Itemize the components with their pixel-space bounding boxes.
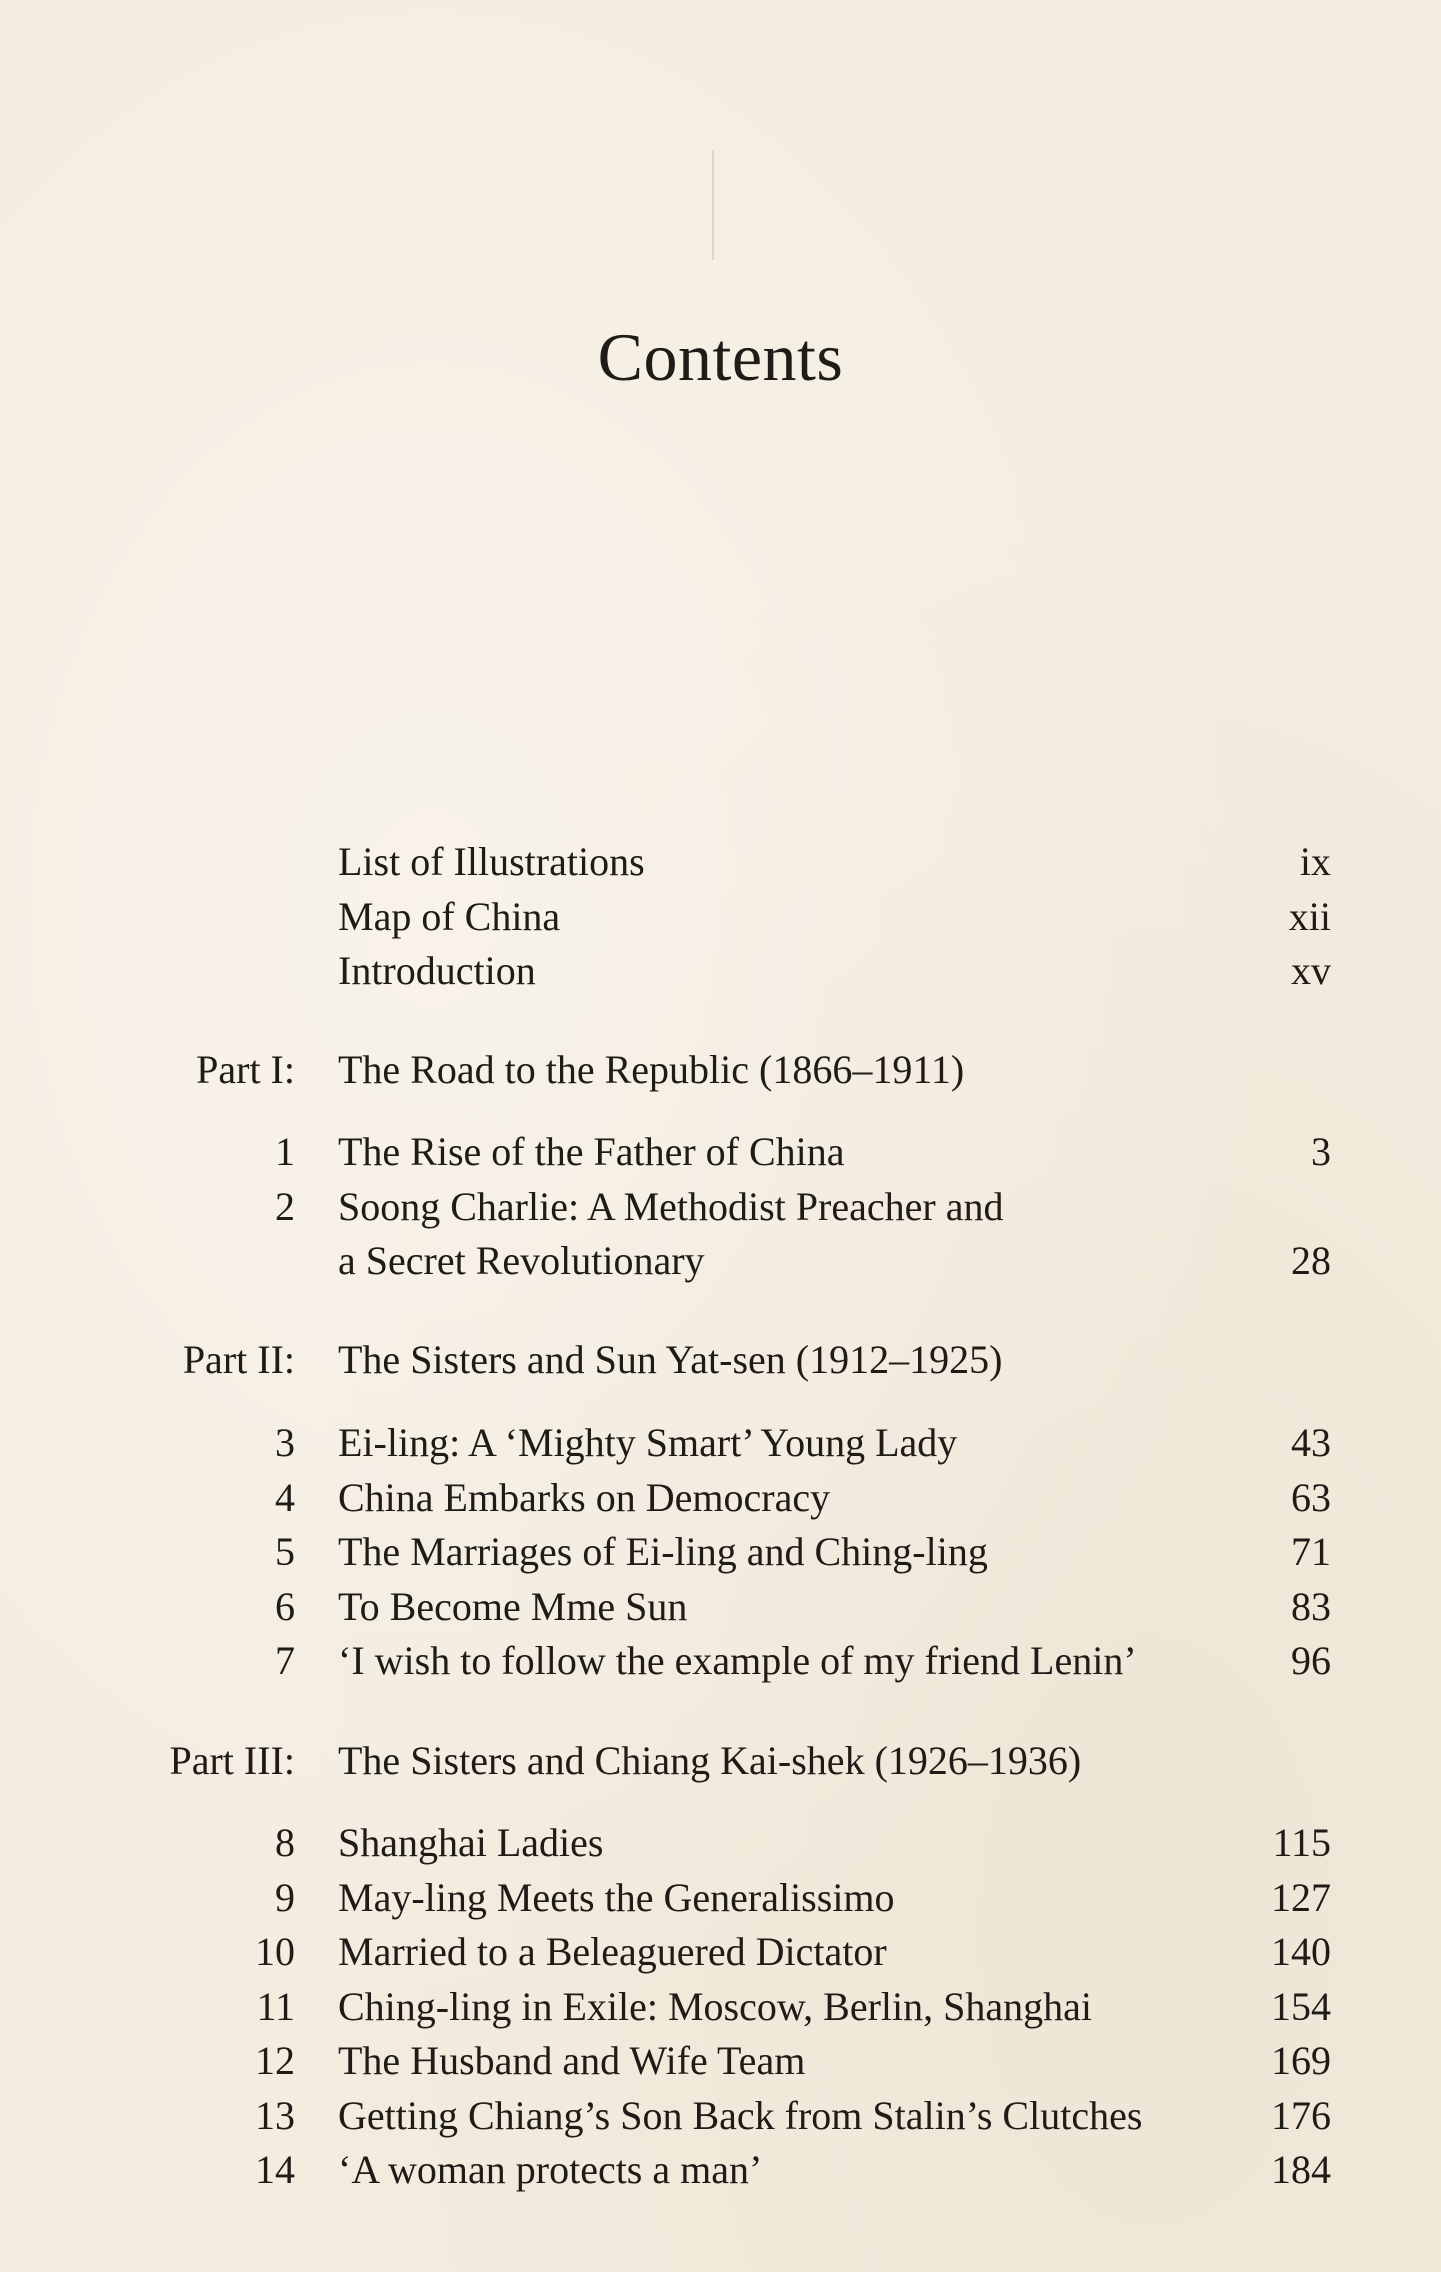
chapter-page-number: 43 xyxy=(1291,1420,1331,1465)
chapter-page-number: 184 xyxy=(1271,2147,1331,2192)
part-title: The Road to the Republic (1866–1911) xyxy=(338,1047,965,1092)
chapter-title: The Husband and Wife Team xyxy=(338,2038,806,2083)
chapter-number: 4 xyxy=(275,1475,295,1520)
chapter-title: The Marriages of Ei-ling and Ching-ling xyxy=(338,1529,988,1574)
chapter-number: 3 xyxy=(275,1420,295,1465)
chapter-page-number: 63 xyxy=(1291,1475,1331,1520)
toc-chapter-entry xyxy=(0,1637,1441,1685)
entry-page-number: xii xyxy=(1288,894,1331,939)
chapter-page-number: 83 xyxy=(1291,1584,1331,1629)
toc-chapter-entry xyxy=(0,1474,1441,1522)
chapter-page-number: 127 xyxy=(1271,1875,1331,1920)
toc-entry-front-matter xyxy=(0,838,1441,886)
chapter-page-number: 71 xyxy=(1291,1529,1331,1574)
chapter-title: To Become Mme Sun xyxy=(338,1584,688,1629)
chapter-title: Ching-ling in Exile: Moscow, Berlin, Shanghai xyxy=(338,1984,1093,2029)
chapter-number: 14 xyxy=(255,2147,295,2192)
toc-part-heading xyxy=(0,1737,1441,1785)
toc-chapter-entry xyxy=(0,2092,1441,2140)
chapter-page-number: 3 xyxy=(1311,1129,1331,1174)
toc-chapter-entry xyxy=(0,1874,1441,1922)
toc-entry-front-matter xyxy=(0,947,1441,995)
part-label: Part III: xyxy=(169,1738,295,1783)
chapter-page-number: 154 xyxy=(1271,1984,1331,2029)
chapter-number: 13 xyxy=(255,2093,295,2138)
toc-chapter-entry xyxy=(0,1183,1441,1231)
chapter-number: 1 xyxy=(275,1129,295,1174)
part-title: The Sisters and Chiang Kai-shek (1926–1936) xyxy=(338,1738,1082,1783)
toc-chapter-entry xyxy=(0,1928,1441,1976)
chapter-page-number: 28 xyxy=(1291,1238,1331,1283)
chapter-number: 10 xyxy=(255,1929,295,1974)
entry-page-number: xv xyxy=(1291,948,1331,993)
entry-title: Introduction xyxy=(338,948,536,993)
chapter-title: Married to a Beleaguered Dictator xyxy=(338,1929,887,1974)
entry-title: Map of China xyxy=(338,894,561,939)
chapter-title: Getting Chiang’s Son Back from Stalin’s Clutches xyxy=(338,2093,1143,2138)
toc-chapter-entry-continuation xyxy=(0,1237,1441,1285)
toc-chapter-entry xyxy=(0,1983,1441,2031)
toc-chapter-entry xyxy=(0,1528,1441,1576)
chapter-page-number: 96 xyxy=(1291,1638,1331,1683)
toc-chapter-entry xyxy=(0,1419,1441,1467)
part-label: Part II: xyxy=(182,1337,295,1382)
entry-page-number: ix xyxy=(1299,839,1331,884)
chapter-title: China Embarks on Democracy xyxy=(338,1475,831,1520)
chapter-title: ‘A woman protects a man’ xyxy=(338,2147,763,2192)
chapter-number: 7 xyxy=(275,1638,295,1683)
chapter-number: 11 xyxy=(256,1984,295,2029)
chapter-page-number: 169 xyxy=(1271,2038,1331,2083)
chapter-number: 8 xyxy=(275,1820,295,1865)
toc-chapter-entry xyxy=(0,1128,1441,1176)
entry-title: List of Illustrations xyxy=(338,839,645,884)
chapter-title: Soong Charlie: A Methodist Preacher and xyxy=(338,1184,1004,1229)
toc-chapter-entry xyxy=(0,2146,1441,2194)
chapter-page-number: 115 xyxy=(1272,1820,1331,1865)
chapter-title: Shanghai Ladies xyxy=(338,1820,604,1865)
toc-entry-front-matter xyxy=(0,893,1441,941)
chapter-title: May-ling Meets the Generalissimo xyxy=(338,1875,895,1920)
chapter-page-number: 176 xyxy=(1271,2093,1331,2138)
chapter-title: The Rise of the Father of China xyxy=(338,1129,845,1174)
chapter-page-number: 140 xyxy=(1271,1929,1331,1974)
chapter-number: 6 xyxy=(275,1584,295,1629)
page-title: Contents xyxy=(597,319,844,395)
chapter-title: Ei-ling: A ‘Mighty Smart’ Young Lady xyxy=(338,1420,958,1465)
chapter-title: ‘I wish to follow the example of my friend Lenin’ xyxy=(338,1638,1137,1683)
part-label: Part I: xyxy=(196,1047,295,1092)
chapter-number: 5 xyxy=(275,1529,295,1574)
toc-chapter-entry xyxy=(0,2037,1441,2085)
chapter-number: 2 xyxy=(275,1184,295,1229)
chapter-title-continued: a Secret Revolutionary xyxy=(338,1238,705,1283)
chapter-number: 12 xyxy=(255,2038,295,2083)
toc-part-heading xyxy=(0,1336,1441,1384)
toc-part-heading xyxy=(0,1046,1441,1094)
chapter-number: 9 xyxy=(275,1875,295,1920)
part-title: The Sisters and Sun Yat-sen (1912–1925) xyxy=(338,1337,1003,1382)
toc-chapter-entry xyxy=(0,1583,1441,1631)
toc-chapter-entry xyxy=(0,1819,1441,1867)
